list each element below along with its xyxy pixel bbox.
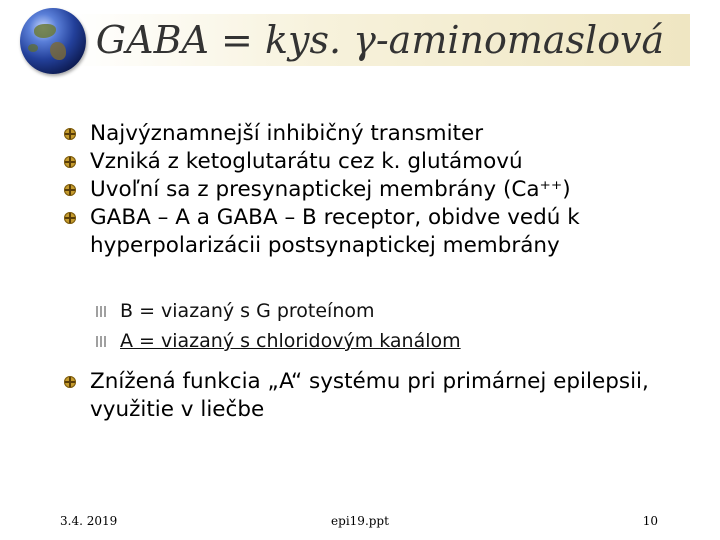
bullet-item bbox=[64, 204, 704, 260]
bullet-text: Najvýznamnejší inhibičný transmiter bbox=[90, 121, 484, 146]
bullet-list bbox=[64, 120, 704, 260]
bullet-item bbox=[64, 176, 704, 204]
bullet-item bbox=[64, 368, 704, 424]
footer-filename: epi19.ppt bbox=[331, 514, 389, 528]
sub-bullet-item bbox=[96, 326, 656, 356]
bullet-marker-icon bbox=[64, 376, 76, 388]
sub-bullet-marker-icon bbox=[96, 306, 107, 317]
footer-page-number: 10 bbox=[642, 514, 658, 528]
bullet-marker-icon bbox=[64, 156, 76, 168]
bullet-item bbox=[64, 120, 704, 148]
bullet-text: Vzniká z ketoglutarátu cez k. glutámovú bbox=[90, 149, 523, 174]
bullet-marker-icon bbox=[64, 212, 76, 224]
bullet-marker-icon bbox=[64, 128, 76, 140]
bullet-text: Znížená funkcia „A“ systému pri primárnej epilepsii, využitie v liečbe bbox=[90, 369, 649, 422]
bullet-item bbox=[64, 148, 704, 176]
bullet-list-last bbox=[64, 368, 704, 424]
slide-title: GABA = kys. γ-aminomaslová bbox=[95, 18, 665, 62]
footer-date: 3.4. 2019 bbox=[60, 514, 118, 528]
globe-icon bbox=[20, 8, 86, 74]
bullet-marker-icon bbox=[64, 184, 76, 196]
sub-bullet-text: A = viazaný s chloridovým kanálom bbox=[120, 330, 461, 352]
sub-bullet-text: B = viazaný s G proteínom bbox=[120, 300, 375, 322]
sub-bullet-list bbox=[96, 296, 656, 356]
bullet-text: GABA – A a GABA – B receptor, obidve vedú k hyperpolarizácii postsynaptickej membrány bbox=[90, 205, 580, 258]
sub-bullet-marker-icon bbox=[96, 336, 107, 347]
bullet-text: Uvoľní sa z presynaptickej membrány (Ca⁺⁺) bbox=[90, 177, 571, 202]
sub-bullet-item bbox=[96, 296, 656, 326]
